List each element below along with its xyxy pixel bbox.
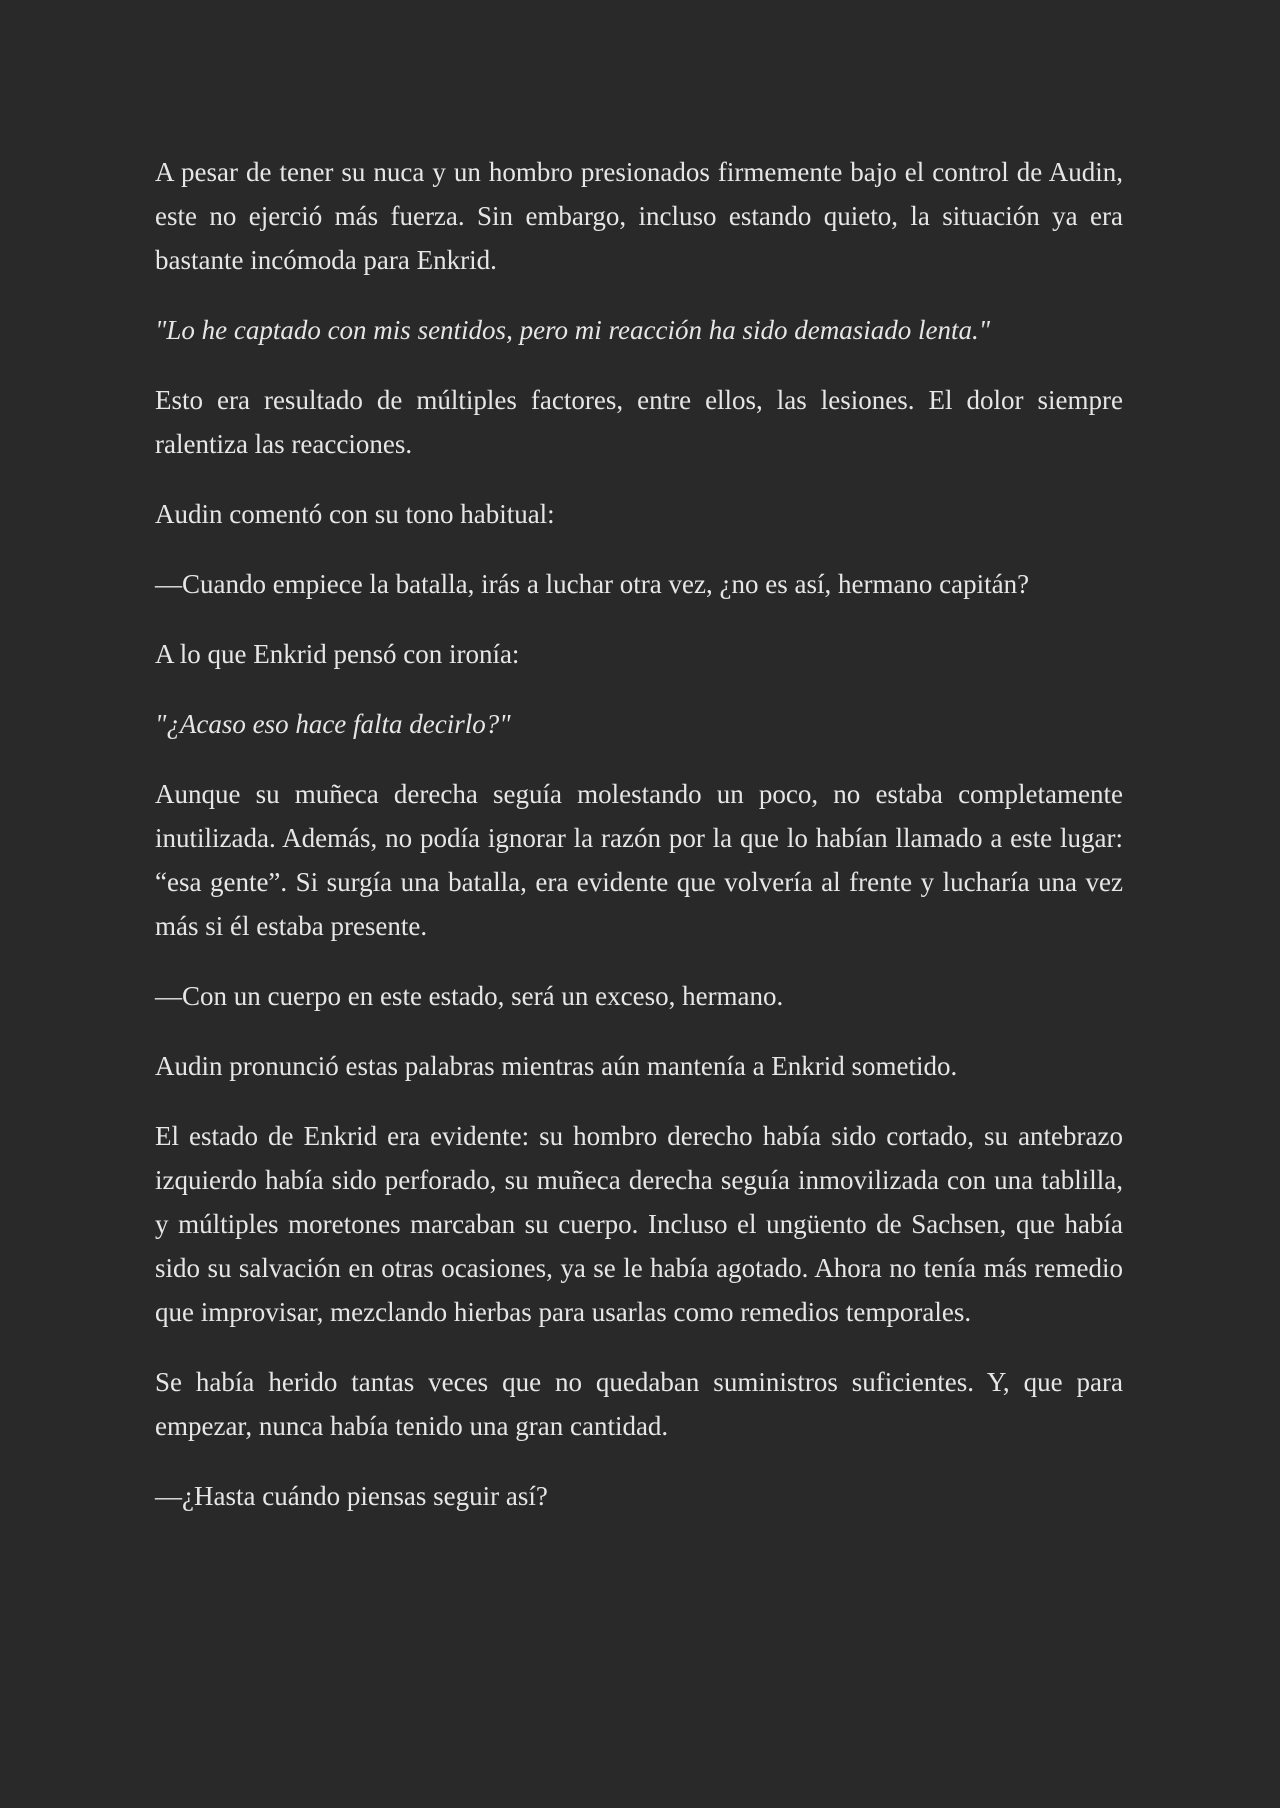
paragraph: A lo que Enkrid pensó con ironía:: [155, 639, 520, 669]
paragraph: A pesar de tener su nuca y un hombro presionados firmemente bajo el control de Audin, este no ejerció más fuerza. Sin embargo, incluso estando quieto, la situación ya era bastante incómoda para Enkrid.: [155, 157, 1123, 275]
paragraph: Aunque su muñeca derecha seguía molestando un poco, no estaba completamente inutilizada. Además, no podía ignorar la razón por la que lo habían llamado a este lugar: “esa gente”. Si surgía una batalla, era evidente que volvería al frente y lucharía una vez más si él estaba presente.: [155, 779, 1123, 941]
dialogue-paragraph: —Con un cuerpo en este estado, será un exceso, hermano.: [155, 981, 784, 1011]
paragraph: Esto era resultado de múltiples factores, entre ellos, las lesiones. El dolor siempre ralentiza las reacciones.: [155, 385, 1123, 459]
italic-thought-paragraph: "Lo he captado con mis sentidos, pero mi reacción ha sido demasiado lenta.": [155, 315, 991, 345]
paragraph: Audin pronunció estas palabras mientras aún mantenía a Enkrid sometido.: [155, 1051, 958, 1081]
paragraph: El estado de Enkrid era evidente: su hombro derecho había sido cortado, su antebrazo izquierdo había sido perforado, su muñeca derecha seguía inmovilizada con una tablilla, y múltiples moretones marcaban su cuerpo. Incluso el ungüento de Sachsen, que había sido su salvación en otras ocasiones, ya se le había agotado. Ahora no tenía más remedio que improvisar, mezclando hierbas para usarlas como remedios temporales.: [155, 1121, 1123, 1327]
dialogue-paragraph: —¿Hasta cuándo piensas seguir así?: [155, 1481, 548, 1511]
italic-thought-paragraph: "¿Acaso eso hace falta decirlo?": [155, 709, 511, 739]
dialogue-paragraph: —Cuando empiece la batalla, irás a luchar otra vez, ¿no es así, hermano capitán?: [155, 569, 1030, 599]
paragraph: Audin comentó con su tono habitual:: [155, 499, 555, 529]
paragraph: Se había herido tantas veces que no quedaban suministros suficientes. Y, que para empezar, nunca había tenido una gran cantidad.: [155, 1367, 1123, 1441]
